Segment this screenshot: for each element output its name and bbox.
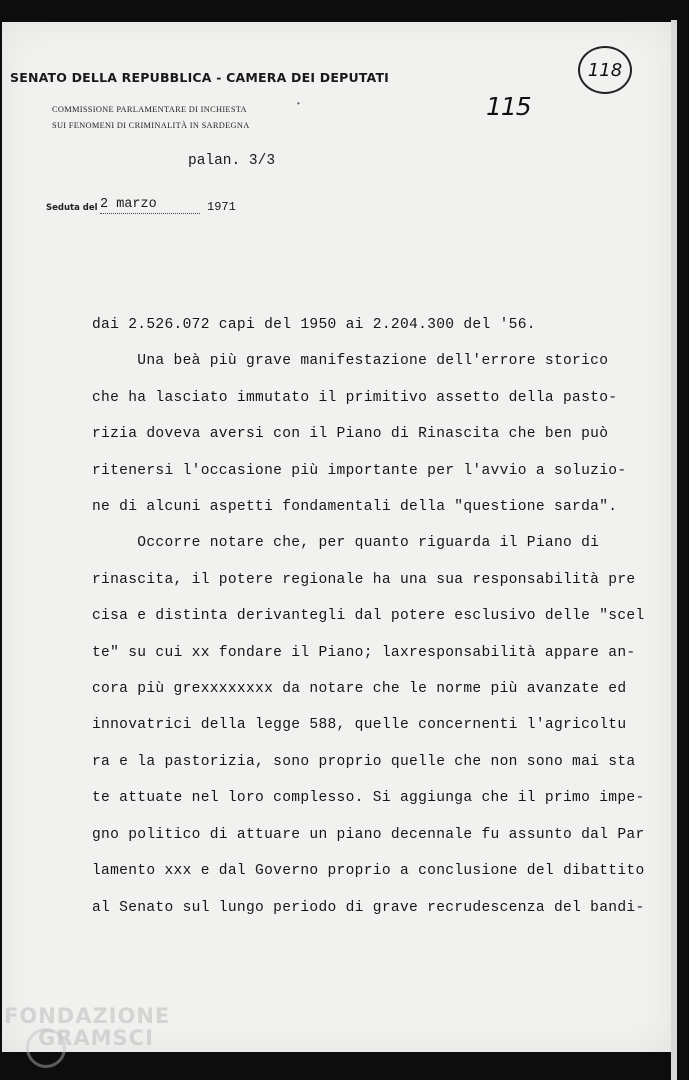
body-line: rizia doveva aversi con il Piano di Rinascita che ben può	[92, 426, 609, 443]
watermark-line-2: GRAMSCI	[38, 1026, 154, 1050]
typewritten-body	[92, 307, 645, 926]
page-edge	[671, 20, 677, 1080]
body-line: che ha lasciato immutato il primitivo assetto della pasto-	[92, 389, 618, 406]
body-line: cora più grexxxxxxxx da notare che le norme più avanzate ed	[92, 681, 627, 698]
circled-page-number	[578, 46, 632, 94]
body-line: cisa e distinta derivantegli dal potere esclusivo delle "scel	[92, 608, 645, 625]
body-line: gno politico di attuare un piano decennale fu assunto dal Par	[92, 826, 645, 843]
seduta-label: Seduta del	[46, 203, 98, 213]
body-line: ra e la pastorizia, sono proprio quelle che non sono mai sta	[92, 753, 636, 770]
commission-line-1: COMMISSIONE PARLAMENTARE DI INCHIESTA	[52, 105, 247, 114]
seduta-date: 2 marzo	[100, 197, 200, 214]
body-line: innovatrici della legge 588, quelle concernenti l'agricoltu	[92, 717, 627, 734]
body-line: te attuate nel loro complesso. Si aggiunga che il primo impe-	[92, 790, 645, 807]
circled-page-number-text: 118	[587, 59, 623, 81]
body-line: al Senato sul lungo periodo di grave recrudescenza del bandi-	[92, 899, 645, 916]
watermark-logo-icon	[26, 1028, 66, 1068]
body-line: ritenersi l'occasione più importante per l'avvio a soluzio-	[92, 462, 627, 479]
body-line: Occorre notare che, per quanto riguarda il Piano di	[92, 535, 600, 552]
ink-dot: •	[296, 100, 301, 109]
body-line: ne di alcuni aspetti fondamentali della "questione sarda".	[92, 499, 618, 516]
commission-line-2: SUI FENOMENI DI CRIMINALITÀ IN SARDEGNA	[52, 121, 250, 130]
institution-heading: SENATO DELLA REPUBBLICA - CAMERA DEI DEPUTATI	[10, 70, 390, 85]
body-line: lamento xxx e dal Governo proprio a conclusione del dibattito	[92, 863, 645, 880]
page-marker: palan. 3/3	[188, 153, 276, 169]
body-line: dai 2.526.072 capi del 1950 ai 2.204.300 del '56.	[92, 317, 536, 333]
seduta-year: 1971	[207, 200, 236, 214]
watermark-line-1: FONDAZIONE	[4, 1004, 171, 1028]
body-line: te" su cui xx fondare il Piano; laxresponsabilità appare an-	[92, 644, 636, 661]
handwritten-page-number: 115	[486, 92, 531, 121]
body-line: rinascita, il potere regionale ha una sua responsabilità pre	[92, 571, 636, 588]
body-line: Una beà più grave manifestazione dell'errore storico	[92, 353, 609, 370]
